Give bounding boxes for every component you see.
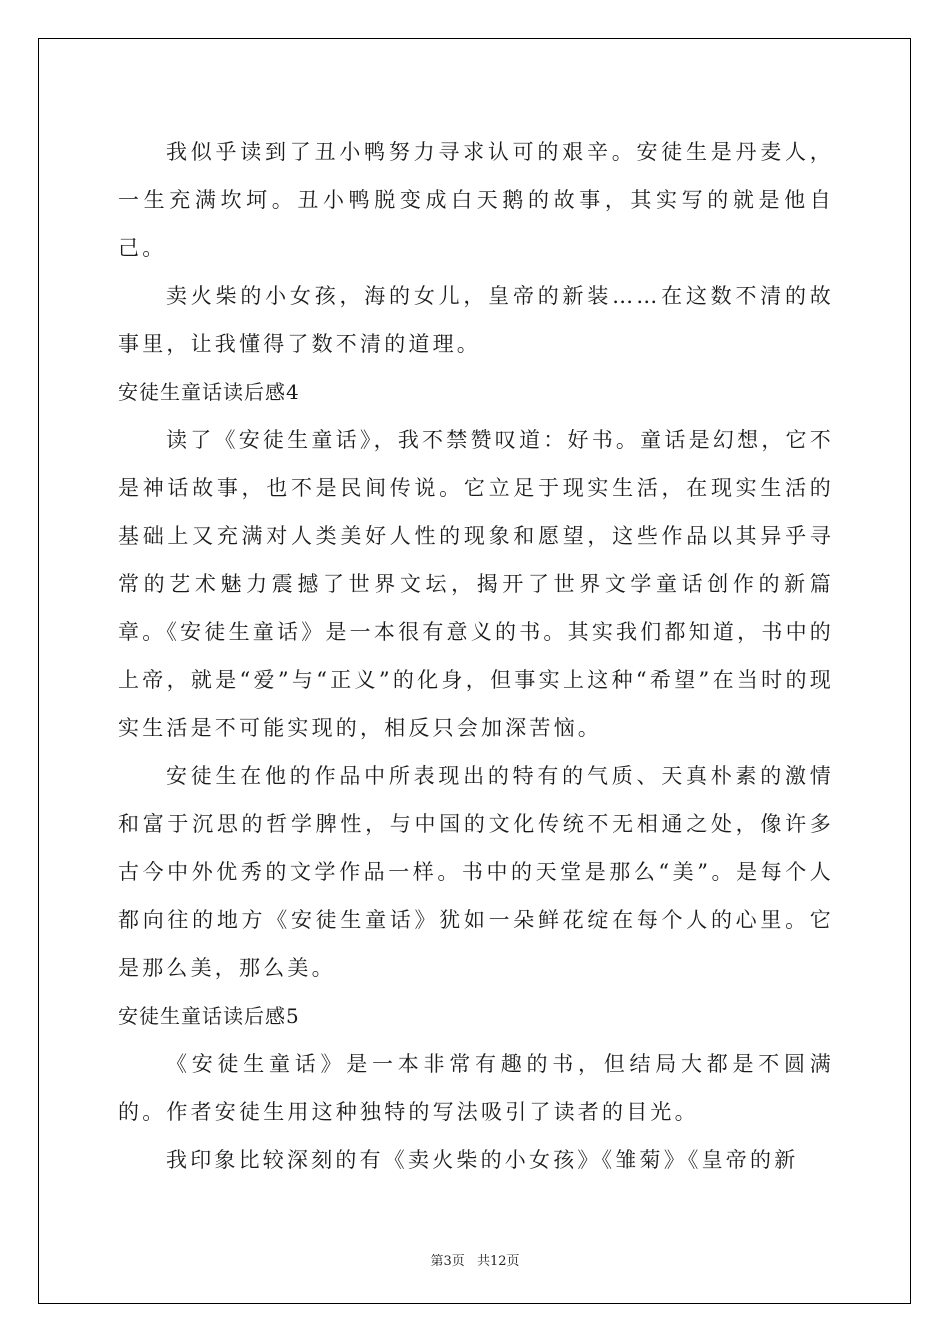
page-number: 第3页 [430, 1254, 465, 1269]
paragraph: 《安徒生童话》是一本非常有趣的书，但结局大都是不圆满的。作者安徒生用这种独特的写法吸引了读者的目光。 [118, 1052, 834, 1124]
paragraph: 我印象比较深刻的有《卖火柴的小女孩》《雏菊》《皇帝的新 [166, 1148, 799, 1172]
section-heading: 安徒生童话读后感4 [118, 380, 300, 404]
paragraph: 读了《安徒生童话》，我不禁赞叹道：好书。童话是幻想，它不是神话故事，也不是民间传说。它立足于现实生活，在现实生活的基础上又充满对人类美好人性的现象和愿望，这些作品以其异乎寻常的艺术魅力震撼了世界文坛，揭开了世界文学童话创作的新篇章。《安徒生童话》是一本很有意义的书。其实我们都知道，书中的上帝，就是“爱”与“正义”的化身，但事实上这种“希望”在当时的现实生活是不可能实现的，相反只会加深苦恼。 [118, 428, 834, 740]
paragraph: 我似乎读到了丑小鸭努力寻求认可的艰辛。安徒生是丹麦人，一生充满坎坷。丑小鸭脱变成白天鹅的故事，其实写的就是他自己。 [118, 140, 834, 260]
page-footer [0, 1250, 950, 1269]
document-body [118, 128, 834, 1184]
section-heading: 安徒生童话读后感5 [118, 1004, 300, 1028]
paragraph: 卖火柴的小女孩，海的女儿，皇帝的新装……在这数不清的故事里，让我懂得了数不清的道理。 [118, 284, 834, 356]
page-total: 共12页 [476, 1254, 520, 1269]
paragraph: 安徒生在他的作品中所表现出的特有的气质、天真朴素的激情和富于沉思的哲学脾性，与中国的文化传统不无相通之处，像许多古今中外优秀的文学作品一样。书中的天堂是那么“美”。是每个人都向往的地方《安徒生童话》犹如一朵鲜花绽在每个人的心里。它是那么美，那么美。 [118, 764, 834, 980]
